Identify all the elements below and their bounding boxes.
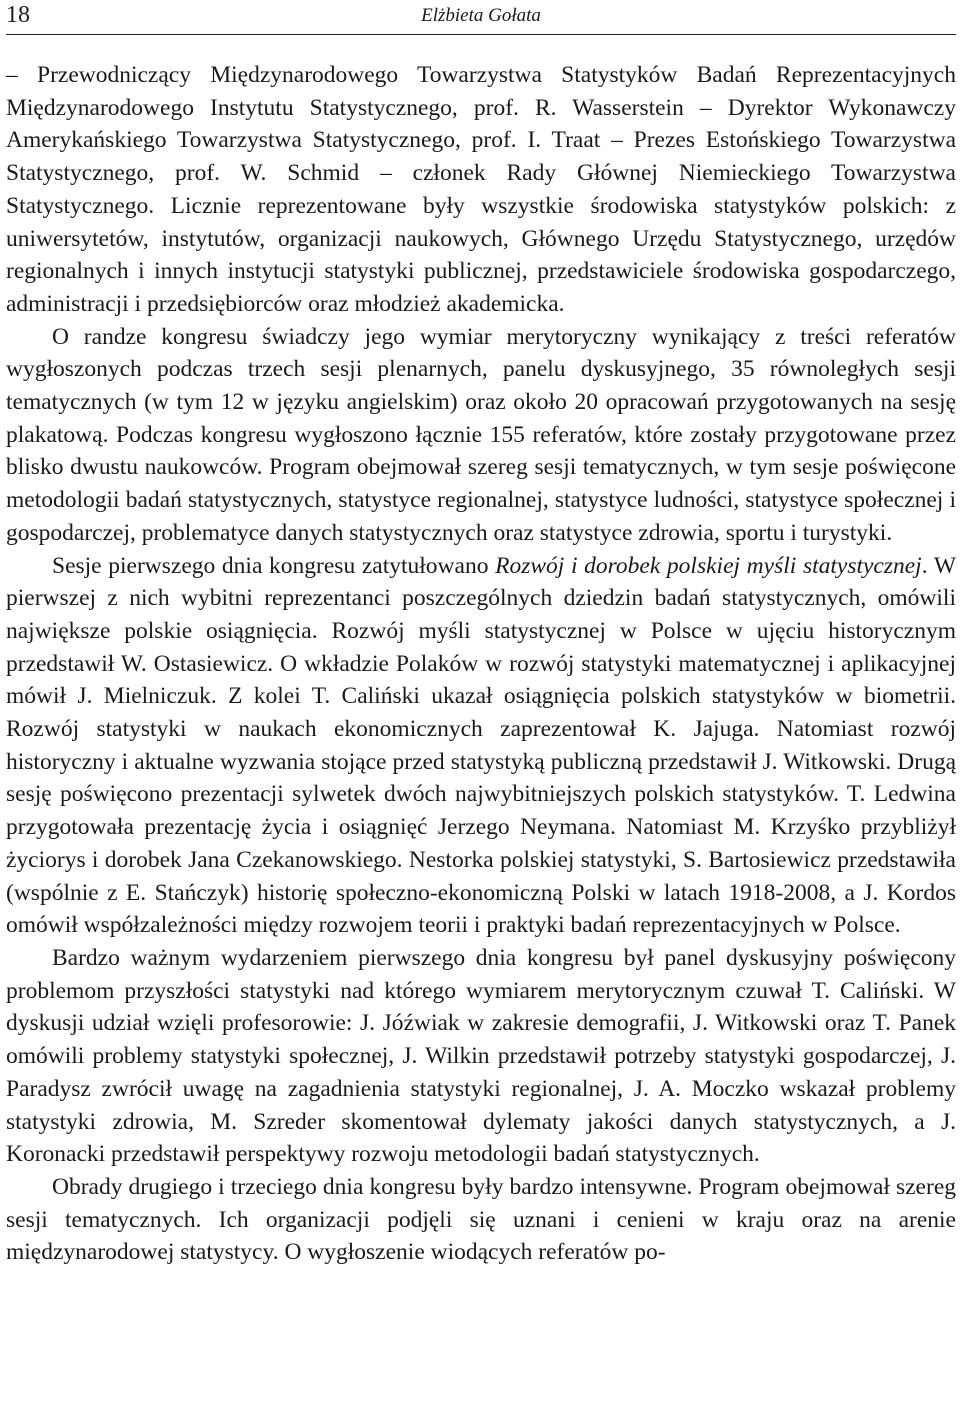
paragraph-3-rest: . W pierwszej z nich wybitni reprezentanci poszczególnych dziedzin badań statystycznych, omówili największe polskie osiągnięcia. Rozwój myśli statystycznej w Polsce w ujęciu historycznym przedstawił W. Ostasiewicz. O wkładzie Polaków w rozwój statystyki matematycznej i aplikacyjnej mówił J. Mielniczuk. Z kolei T. Caliński ukazał osiągnięcia polskich statystyków w biometrii. Rozwój statystyki w naukach ekonomicznych zaprezentował K. Jajuga. Natomiast rozwój historyczny i aktualne wyzwania stojące przed statystyką publiczną przedstawił J. Witkowski. Drugą sesję poświęcono prezentacji sylwetek dwóch najwybitniejszych polskich statystyków. T. Ledwina przygotowała prezentację życia i osiągnięć Jerzego Neymana. Natomiast M. Krzyśko przybliżył życiorys i dorobek Jana Czekanowskiego. Nestorka polskiej statystyki, S. Bartosiewicz przedstawiła (wspólnie z E. Stańczyk) historię społeczno-ekonomiczną Polski w latach 1918-2008, a J. Kordos omówił współzależności między rozwojem teorii i praktyki badań reprezentacyjnych w Polsce. [6, 552, 957, 939]
page-number: 18 [6, 2, 30, 28]
paragraph-3 [6, 550, 956, 942]
session-title-italic: Rozwój i dorobek polskiej myśli statystycznej [495, 552, 922, 579]
running-header-author: Elżbieta Gołata [421, 5, 541, 26]
paragraph-3-lead: Sesje pierwszego dnia kongresu zatytułowano [52, 552, 496, 579]
paragraph-1: – Przewodniczący Międzynarodowego Towarzystwa Statystyków Badań Reprezentacyjnych Międzynarodowego Instytutu Statystycznego, prof. R. Wasserstein – Dyrektor Wykonawczy Amerykańskiego Towarzystwa Statystycznego, prof. I. Traat – Prezes Estońskiego Towarzystwa Statystycznego, prof. W. Schmid – członek Rady Głównej Niemieckiego Towarzystwa Statystycznego. Licznie reprezentowane były wszystkie środowiska statystyków polskich: z uniwersytetów, instytutów, organizacji naukowych, Głównego Urzędu Statystycznego, urzędów regionalnych i innych instytucji statystyki publicznej, przedstawiciele środowiska gospodarczego, administracji i przedsiębiorców oraz młodzież akademicka. [6, 62, 956, 317]
running-header [6, 0, 956, 35]
body-text [6, 59, 956, 1269]
document-page [6, 0, 956, 1409]
paragraph-4: Bardzo ważnym wydarzeniem pierwszego dnia kongresu był panel dyskusyjny poświęcony problemom przyszłości statystyki nad którego wymiarem merytorycznym czuwał T. Caliński. W dyskusji udział wzięli profesorowie: J. Jóźwiak w zakresie demografii, J. Witkowski oraz T. Panek omówili problemy statystyki społecznej, J. Wilkin przedstawił potrzeby statystyki gospodarczej, J. Paradysz zwrócił uwagę na zagadnienia statystyki regionalnej, J. A. Moczko wskazał problemy statystyki zdrowia, M. Szreder skomentował dylematy jakości danych statystycznych, a J. Koronacki przedstawił perspektywy rozwoju metodologii badań statystycznych. [6, 944, 956, 1168]
paragraph-2: O randze kongresu świadczy jego wymiar merytoryczny wynikający z treści referatów wygłoszonych podczas trzech sesji plenarnych, panelu dyskusyjnego, 35 równoległych sesji tematycznych (w tym 12 w języku angielskim) oraz około 20 opracowań przygotowanych na sesję plakatową. Podczas kongresu wygłoszono łącznie 155 referatów, które zostały przygotowane przez blisko dwustu naukowców. Program obejmował szereg sesji tematycznych, w tym sesje poświęcone metodologii badań statystycznych, statystyce regionalnej, statystyce ludności, statystyce społecznej i gospodarczej, problematyce danych statystycznych oraz statystyce zdrowia, sportu i turystyki. [6, 323, 956, 546]
paragraph-5: Obrady drugiego i trzeciego dnia kongresu były bardzo intensywne. Program obejmował szereg sesji tematycznych. Ich organizacji podjęli się uznani i cenieni w kraju oraz na arenie międzynarodowej statystycy. O wygłoszenie wiodących referatów po- [6, 1173, 956, 1266]
